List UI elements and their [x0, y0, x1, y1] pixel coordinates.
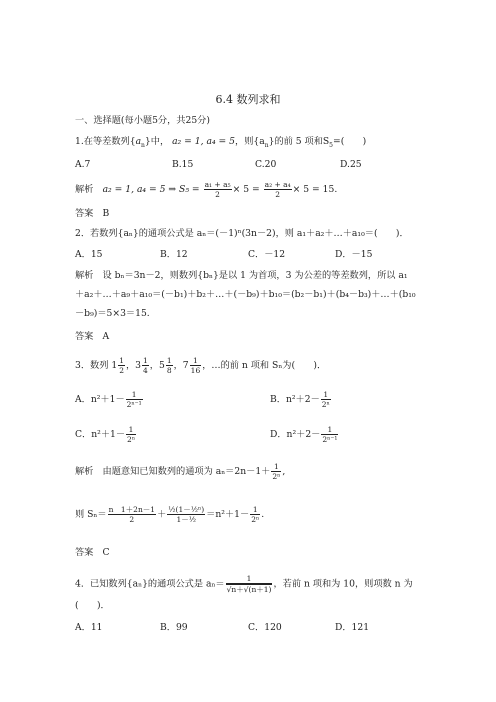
q2-option-d: D．－15	[335, 249, 373, 260]
q3-stem: 3．数列 1 $\frac{1}{2}$ ，3 $\frac{1}{4}$ ，5 $\frac{1}{8}$ ，7 $\frac{1}{16}$ ，…的前 n 项和 Sₙ为( )．	[75, 356, 327, 375]
q4-option-c: C．120	[248, 622, 282, 633]
q2-stem: 2．若数列{aₙ}的通项公式是 aₙ＝(－1)ⁿ(3n－2)，则 a₁＋a₂＋…＋a₁₀＝( )．	[75, 228, 409, 239]
q1-option-b: B.15	[172, 159, 194, 170]
q3-option-c: C．n²＋1－ $\frac{1}{\text{2ⁿ}}$	[75, 425, 136, 444]
q2-solution-line3: －b₉)＝5×3＝15.	[75, 308, 150, 319]
q3-option-a: A．n²＋1－ $\frac{1}{\text{2ⁿ⁻¹}}$	[75, 390, 142, 409]
q3-solution-line1: 解析 由题意知已知数列的通项为 aₙ＝2n－1＋ $\frac{1}{\text{2ⁿ}}$ ,	[75, 462, 286, 481]
q1-stem: 1.在等差数列$\{a_n\}$中， a₂ = 1, a₄ = 5，则$\{a_n\}$的前 5 项和$S_5=$( )	[75, 136, 367, 149]
q4-stem-continued: ( )．	[75, 600, 110, 611]
q3-solution-line2: 则 Sₙ＝ $\frac{n 1+2n-1}{2}$ ＋ $\frac{\text{½(1－½ⁿ)}}{\text{1－½}}$ ＝n²＋1－ $\frac{1}{\text{2ⁿ}}$ .	[75, 505, 265, 524]
q2-option-a: A．15	[75, 249, 103, 260]
page-title: 6.4 数列求和	[215, 93, 281, 106]
q2-answer: 答案 A	[75, 331, 110, 342]
q2-option-c: C．－12	[248, 249, 286, 260]
q1-option-c: C.20	[255, 159, 277, 170]
q3-option-d: D．n²＋2－ $\frac{1}{\text{2ⁿ⁻¹}}$	[270, 425, 338, 444]
q4-option-d: D．121	[335, 622, 370, 633]
q2-solution-line1: 解析 设 bₙ＝3n－2，则数列{bₙ}是以 1 为首项，3 为公差的等差数列，所以 a₁	[75, 270, 408, 281]
q2-option-b: B．12	[160, 249, 188, 260]
section-heading: 一、选择题(每小题5分，共25分)	[75, 115, 210, 126]
q1-solution: 解析 a₂ = 1, a₄ = 5 ⇒ S₅ = $\frac{\text{a₁ + a₅}}{2}$ × 5 = $\frac{\text{a₂ + a₄}}{2}$ × 5 = 15.	[75, 180, 338, 199]
q1-option-a: A.7	[75, 159, 91, 170]
q4-stem: 4．已知数列{aₙ}的通项公式是 aₙ＝ $\frac{1}{√n+√(n+1)}$ ，若前 n 项和为 10，则项数 n 为	[75, 574, 413, 594]
q4-option-a: A．11	[75, 622, 103, 633]
q3-answer: 答案 C	[75, 547, 110, 558]
q1-answer: 答案 B	[75, 208, 110, 219]
q3-option-b: B．n²＋2－ $\frac{1}{\text{2ⁿ}}$	[270, 390, 330, 409]
q2-solution-line2: ＋a₂＋…＋a₉＋a₁₀＝(－b₁)＋b₂＋…＋(－b₉)＋b₁₀＝(b₂－b₁)＋(b₄－b₃)＋…＋(b₁₀	[75, 289, 416, 300]
q1-option-d: D.25	[340, 159, 362, 170]
q4-option-b: B．99	[160, 622, 188, 633]
